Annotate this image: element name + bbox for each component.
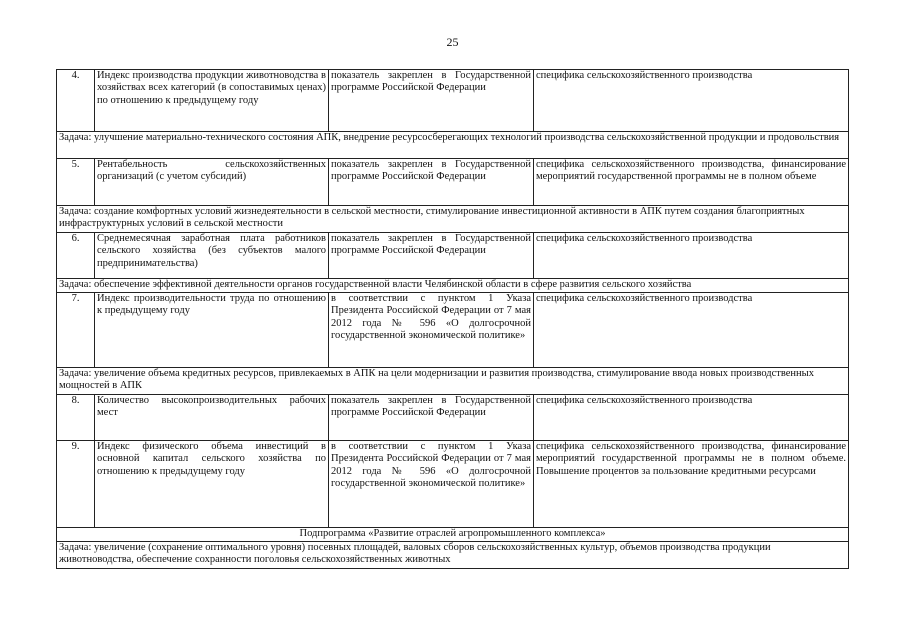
- table-row-9: [57, 441, 849, 528]
- row-number: 7.: [57, 293, 95, 368]
- indicator-basis: показатель закреплен в Государственной программе Российской Федерации: [329, 395, 534, 441]
- indicator-factors: специфика сельскохозяйственного производства, финансирование мероприятий государственной программы не в полном объеме: [534, 159, 849, 206]
- table-row-8: [57, 395, 849, 441]
- task-row: [57, 206, 849, 233]
- indicator-name: Индекс физического объема инвестиций в основной капитал сельского хозяйства по отношению к предыдущему году: [95, 441, 329, 528]
- indicator-basis: показатель закреплен в Государственной программе Российской Федерации: [329, 70, 534, 132]
- table-row-4: [57, 70, 849, 132]
- row-number: 6.: [57, 233, 95, 279]
- task-row: [57, 368, 849, 395]
- indicator-factors: специфика сельскохозяйственного производства: [534, 233, 849, 279]
- table-row-6: [57, 233, 849, 279]
- indicator-factors: специфика сельскохозяйственного производства: [534, 395, 849, 441]
- page-number: 25: [446, 35, 459, 49]
- indicator-name: Количество высокопроизводительных рабочих мест: [95, 395, 329, 441]
- subprogram-title: Подпрограмма «Развитие отраслей агропромышленного комплекса»: [57, 528, 849, 542]
- indicator-name: Рентабельность сельскохозяйственных организаций (с учетом субсидий): [95, 159, 329, 206]
- row-number: 4.: [57, 70, 95, 132]
- task-text: Задача: увеличение объема кредитных ресурсов, привлекаемых в АПК на цели модернизации и развития производства, стимулирование ввода новых производственных мощностей в АПК: [57, 368, 849, 395]
- table-row-7: [57, 293, 849, 368]
- task-text: Задача: обеспечение эффективной деятельности органов государственной власти Челябинской области в сфере развития сельского хозяйства: [57, 279, 849, 293]
- row-number: 9.: [57, 441, 95, 528]
- indicator-factors: специфика сельскохозяйственного производства, финансирование мероприятий государственной программы не в полном объеме. Повышение процентов за пользование кредитными ресурсами: [534, 441, 849, 528]
- task-row: [57, 132, 849, 159]
- row-number: 8.: [57, 395, 95, 441]
- task-text: Задача: создание комфортных условий жизнедеятельности в сельской местности, стимулирование инвестиционной активности в АПК путем создания благоприятных инфраструктурных условий в сельской местности: [57, 206, 849, 233]
- task-text: Задача: улучшение материально-технического состояния АПК, внедрение ресурсосберегающих технологий производства сельскохозяйственной продукции и продовольствия: [57, 132, 849, 159]
- indicator-basis: в соответствии с пунктом 1 Указа Президента Российской Федерации от 7 мая 2012 года № 596 «О долгосрочной государственной экономической политике»: [329, 441, 534, 528]
- indicator-name: Индекс производства продукции животноводства в хозяйствах всех категорий (в сопоставимых ценах) по отношению к предыдущему году: [95, 70, 329, 132]
- indicator-name: Индекс производительности труда по отношению к предыдущему году: [95, 293, 329, 368]
- task-row: [57, 279, 849, 293]
- indicator-basis: показатель закреплен в Государственной программе Российской Федерации: [329, 233, 534, 279]
- row-number: 5.: [57, 159, 95, 206]
- table-row-5: [57, 159, 849, 206]
- task-text: Задача: увеличение (сохранение оптимального уровня) посевных площадей, валовых сборов сельскохозяйственных культур, объемов производства продукции животноводства, обеспечение сохранности поголовья сельскохозяйственных животных: [57, 542, 849, 569]
- indicator-name: Среднемесячная заработная плата работников сельского хозяйства (без субъектов малого предпринимательства): [95, 233, 329, 279]
- indicators-table: [56, 69, 849, 569]
- indicator-factors: специфика сельскохозяйственного производства: [534, 70, 849, 132]
- task-row: [57, 542, 849, 569]
- indicator-basis: в соответствии с пунктом 1 Указа Президента Российской Федерации от 7 мая 2012 года № 596 «О долгосрочной государственной экономической политике»: [329, 293, 534, 368]
- indicator-basis: показатель закреплен в Государственной программе Российской Федерации: [329, 159, 534, 206]
- subprogram-row: [57, 528, 849, 542]
- indicator-factors: специфика сельскохозяйственного производства: [534, 293, 849, 368]
